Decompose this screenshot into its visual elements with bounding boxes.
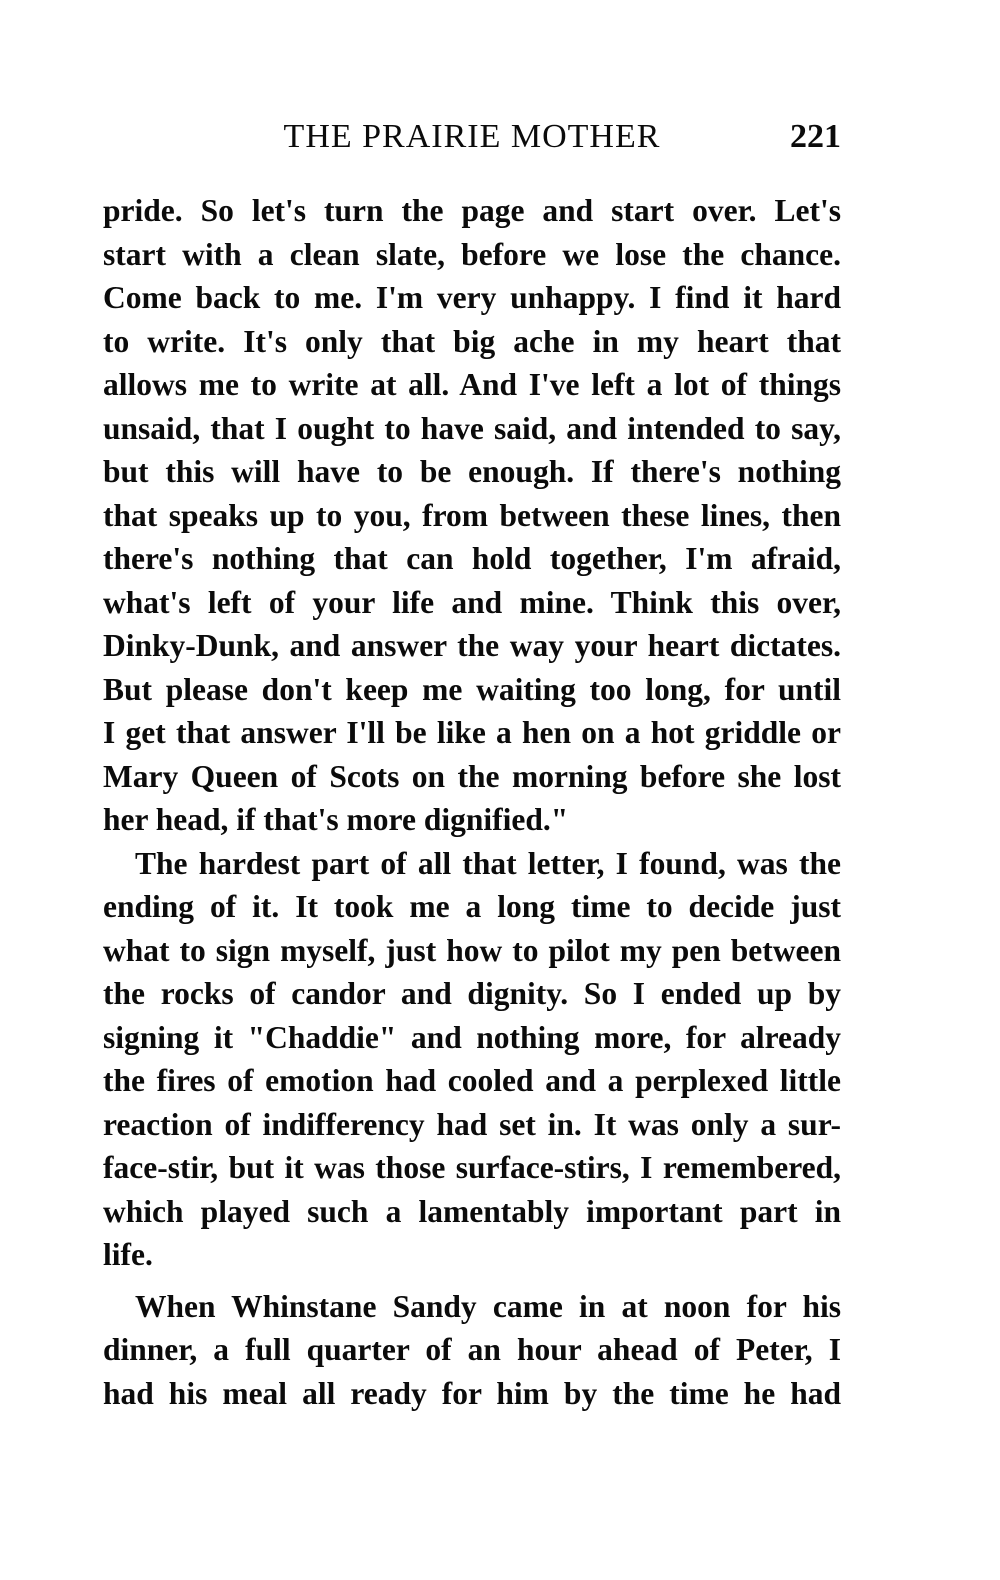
running-title: THE PRAIRIE MOTHER [283, 118, 661, 155]
text-line: to write. It's only that big ache in my heart that [103, 323, 841, 359]
text-line: that speaks up to you, from between these lines, then [103, 497, 841, 533]
paragraph-3 [103, 1285, 841, 1416]
text-line: Come back to me. I'm very unhappy. I find it hard [103, 280, 841, 315]
text-line: ending of it. It took me a long time to decide just [103, 889, 841, 924]
text-line: what to sign myself, just how to pilot my pen between [103, 932, 841, 968]
text-line: signing it "Chaddie" and nothing more, for already [103, 1019, 841, 1055]
text-line: The hardest part of all that letter, I found, was the [135, 845, 841, 881]
text-line: Mary Queen of Scots on the morning before she lost [103, 758, 841, 794]
text-line: When Whinstane Sandy came in at noon for his [135, 1288, 841, 1324]
text-line: the rocks of candor and dignity. So I ended up by [103, 976, 841, 1011]
text-line: her head, if that's more dignified." [103, 802, 569, 837]
text-line: which played such a lamentably important part in [103, 1193, 841, 1229]
text-line: had his meal all ready for him by the time he had [103, 1375, 841, 1411]
paragraph-1 [103, 189, 841, 842]
paragraph-spacer [103, 1277, 841, 1285]
text-line: the fires of emotion had cooled and a perplexed little [103, 1063, 841, 1098]
text-line: But please don't keep me waiting too long, for until [103, 671, 841, 707]
text-line: pride. So let's turn the page and start over. Let's [103, 193, 841, 228]
text-line: I get that answer I'll be like a hen on a hot griddle or [103, 715, 841, 750]
page-header [103, 114, 841, 160]
text-line: start with a clean slate, before we lose the chance. [103, 236, 841, 272]
text-line: what's left of your life and mine. Think this over, [103, 584, 841, 620]
text-line: face-stir, but it was those surface-stirs, I remembered, [103, 1150, 841, 1185]
text-line: but this will have to be enough. If there's nothing [103, 454, 841, 489]
text-line: life. [103, 1237, 153, 1272]
text-line: reaction of indifferency had set in. It was only a sur- [103, 1106, 841, 1142]
page-number: 221 [790, 118, 841, 155]
text-line: there's nothing that can hold together, I'm afraid, [103, 541, 841, 576]
text-line: unsaid, that I ought to have said, and intended to say, [103, 410, 841, 446]
text-line: dinner, a full quarter of an hour ahead of Peter, I [103, 1332, 841, 1367]
paragraph-2 [103, 842, 841, 1277]
body-text [103, 189, 841, 1415]
text-line: Dinky-Dunk, and answer the way your heart dictates. [103, 628, 841, 663]
text-line: allows me to write at all. And I've left a lot of things [103, 367, 841, 402]
